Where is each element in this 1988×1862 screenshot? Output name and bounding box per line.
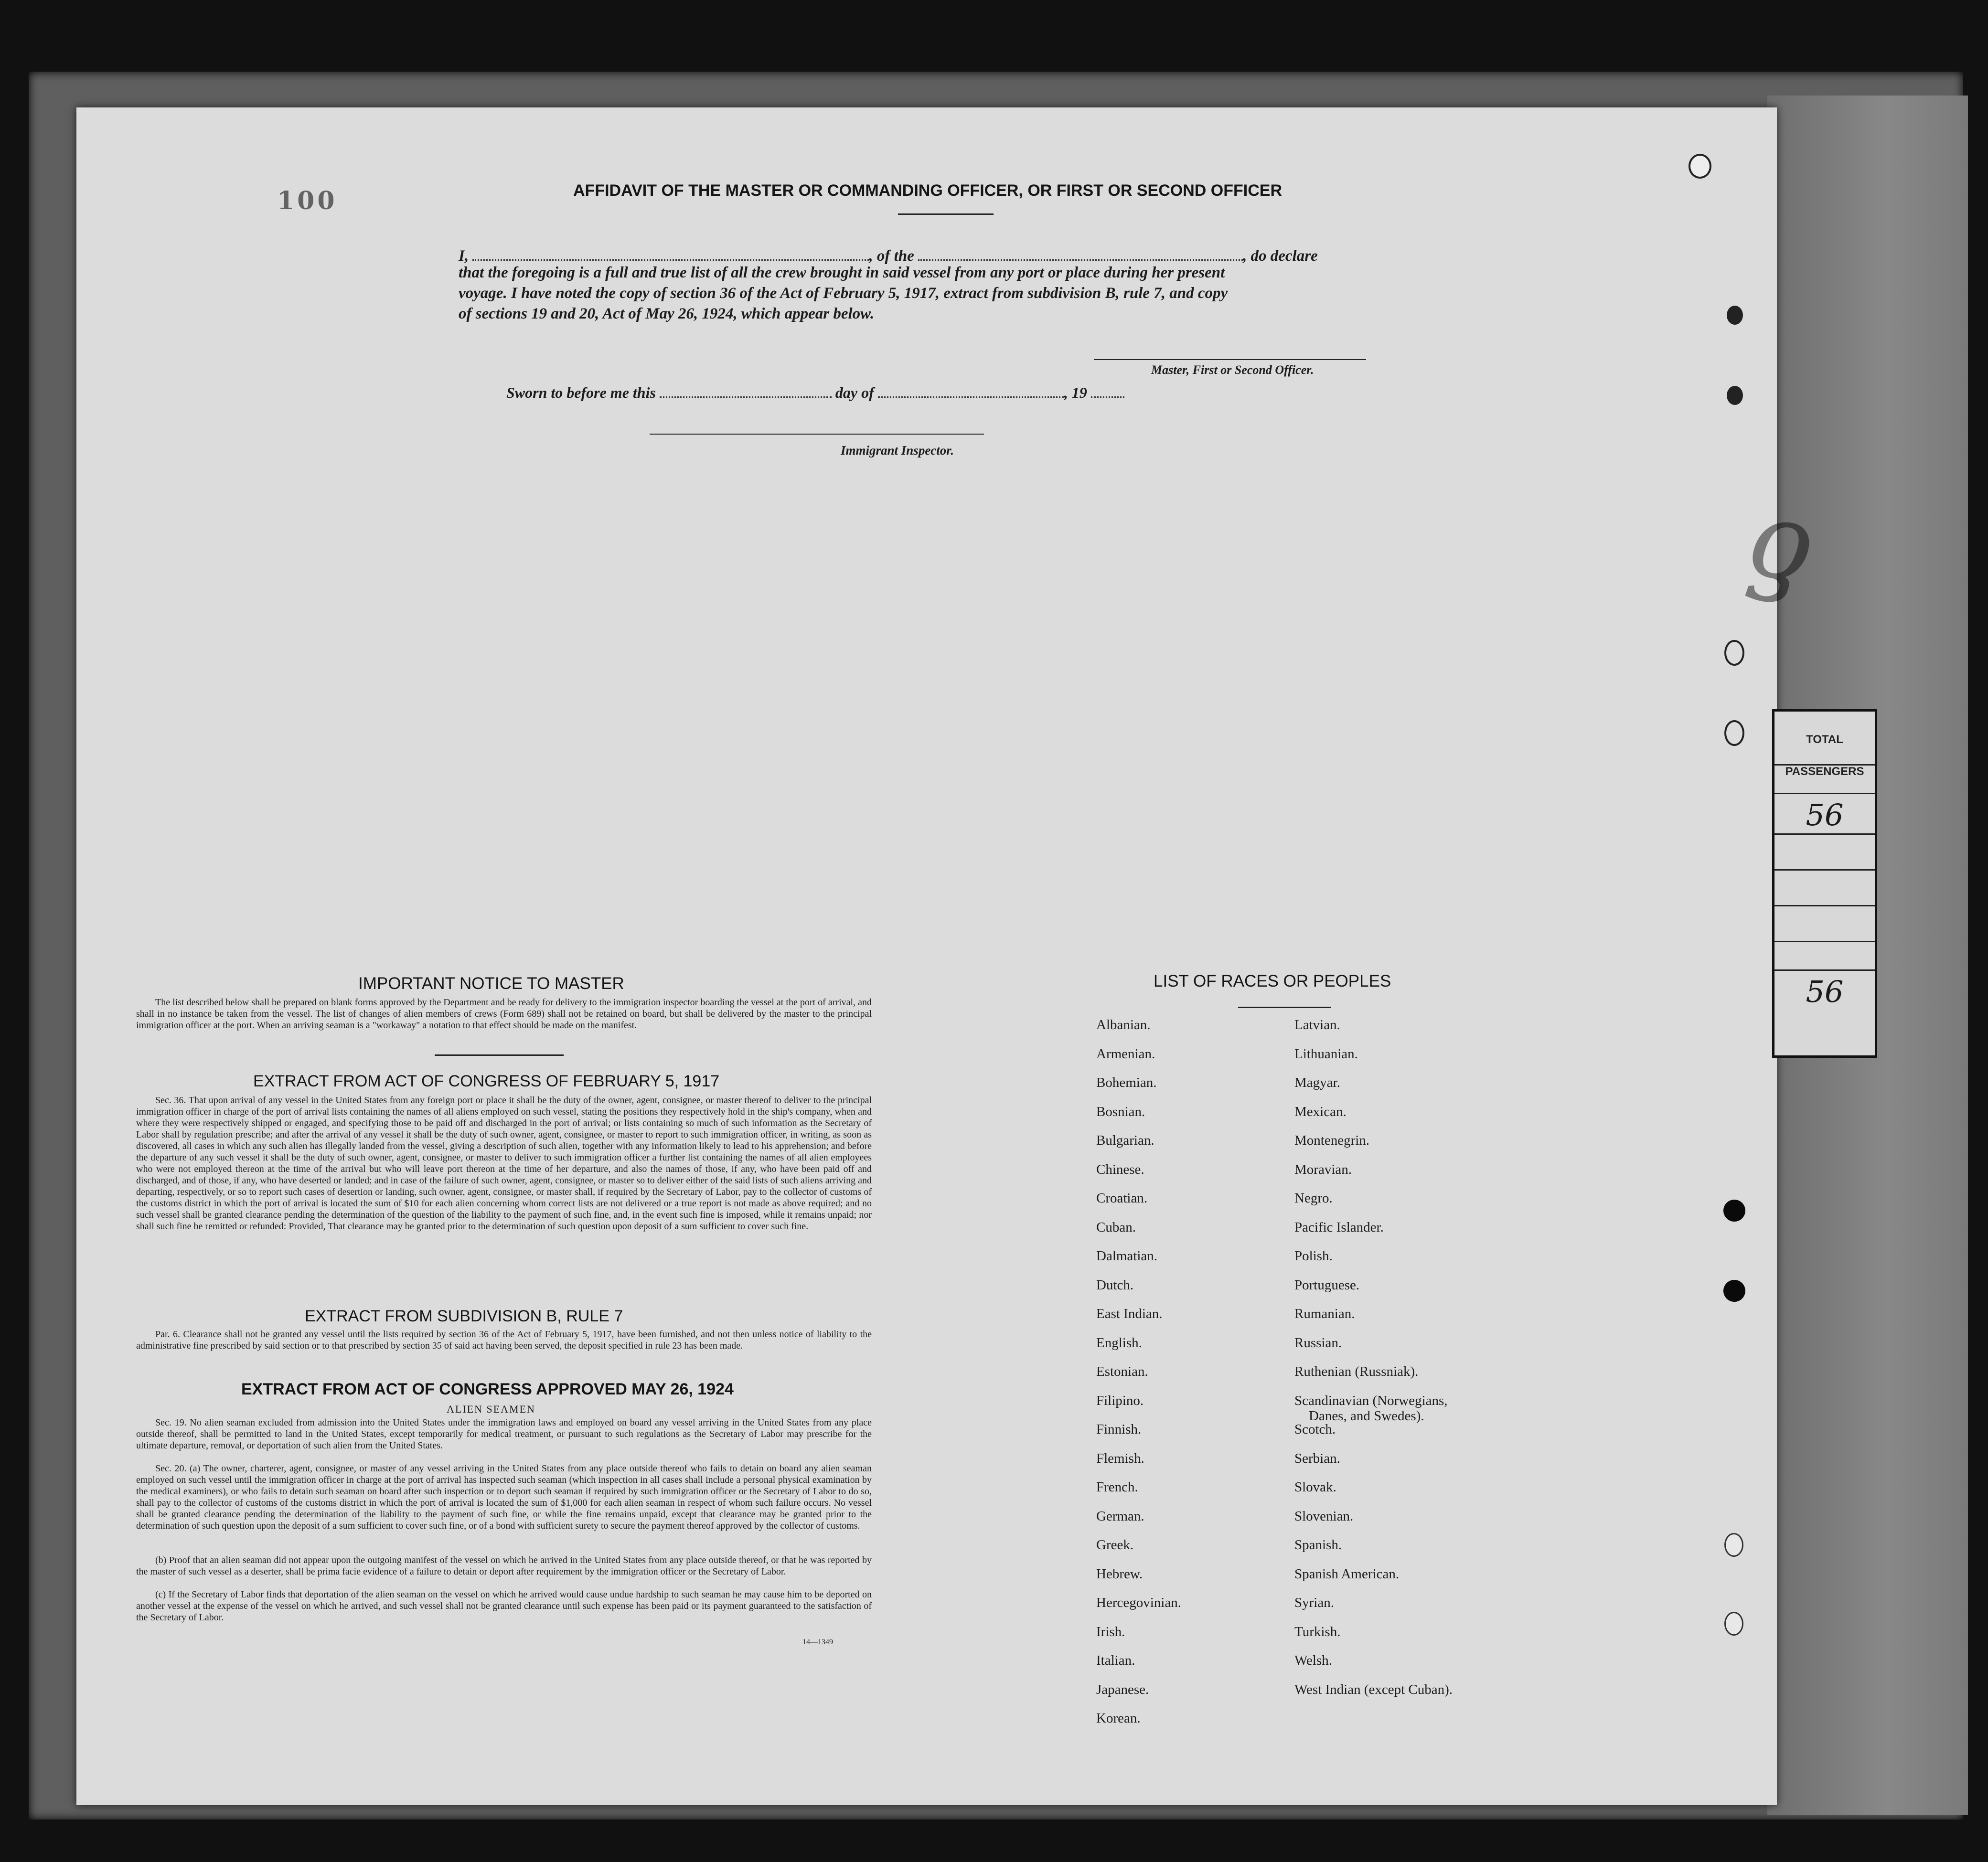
race-item: Chinese. (1096, 1161, 1144, 1177)
race-item: Russian. (1294, 1335, 1342, 1351)
extract-1924-sec20a: Sec. 20. (a) The owner, charterer, agent, consignee, or master of any vessel arriving in the United States from any place outside thereof who fails to detain on board any alien seaman employed on such vessel until the immigration officer in charge at the port of arrival has inspected such seaman (which inspection in all cases shall include a personal physical examination by the medical examiners), or who fails to detain such seaman on board after such inspection or to deport such seaman if required by such immigration officer or the Secretary of Labor to do so, shall pay to the collector of customs of the customs district in which the port of arrival is located the sum of $1,000 for each alien seaman in respect of whom such failure occurs. No vessel shall be granted clearance pending the determination of the liability to the payment of such fine, or while the fine remains unpaid, except that clearance may be granted prior to the determination of such question upon the deposit of a sum sufficient to cover such fine, or of a bond with sufficient surety to secure the payment thereof approved by the collector of customs. (136, 1463, 872, 1531)
tally-value-bottom: 56 (1806, 974, 1844, 1009)
race-item: Estonian. (1096, 1364, 1148, 1379)
tally-label-passengers: PASSENGERS (1785, 765, 1864, 778)
race-item: Mexican. (1294, 1104, 1347, 1119)
race-item: Armenian. (1096, 1046, 1155, 1062)
extract-1924-sec20c: (c) If the Secretary of Labor finds that deportation of the alien seaman on the vessel on which he arrived would cause undue hardship to such seaman he may cause him to be deported on another vessel at the expense of the vessel on which he arrived, and such vessel shall not be granted clearance until such expense has been paid or its payment guaranteed to the satisfaction of the Secretary of Labor. (136, 1589, 872, 1623)
race-item: Hebrew. (1096, 1566, 1143, 1582)
race-item: Japanese. (1096, 1681, 1149, 1697)
race-item: Negro. (1294, 1191, 1333, 1206)
race-item: Greek. (1096, 1537, 1134, 1553)
binding-hole-5 (1724, 720, 1744, 746)
binding-hole-3 (1727, 386, 1743, 405)
race-item: Moravian. (1294, 1161, 1352, 1177)
race-item: East Indian. (1096, 1306, 1163, 1321)
sworn-month-field[interactable] (878, 381, 1064, 398)
notice-rule (435, 1054, 564, 1056)
race-item: West Indian (except Cuban). (1294, 1681, 1453, 1697)
tally-value-top: 56 (1806, 798, 1844, 832)
race-item: Latvian. (1294, 1017, 1340, 1032)
tally-divider (1774, 793, 1875, 794)
sworn-day-field[interactable] (660, 381, 832, 398)
race-item: English. (1096, 1335, 1142, 1351)
race-item: Danes, and Swedes). (1309, 1408, 1424, 1424)
total-passengers-box (1772, 709, 1877, 1058)
race-item: Albanian. (1096, 1017, 1151, 1032)
race-item: Portuguese. (1294, 1277, 1360, 1293)
master-signature-line[interactable] (1094, 359, 1366, 360)
master-name-field[interactable] (472, 244, 869, 261)
extract-rule7-title: EXTRACT FROM SUBDIVISION B, RULE 7 (305, 1307, 623, 1325)
race-item: Dutch. (1096, 1277, 1134, 1293)
tally-divider (1774, 969, 1875, 971)
extract-rule7-text: Par. 6. Clearance shall not be granted any vessel until the lists required by section 36 of the Act of February 5, 1917, have been furnished, and not then unless notice of liability to the administrative fine prescribed by said section or to that prescribed by section 35 of said act having been served, the deposit specified in rule 23 has been made. (136, 1329, 872, 1351)
race-item: Korean. (1096, 1711, 1141, 1726)
race-item: Bohemian. (1096, 1075, 1157, 1090)
sworn-year-prefix: , 19 (1064, 384, 1087, 401)
race-item: Welsh. (1294, 1653, 1333, 1668)
notice-title: IMPORTANT NOTICE TO MASTER (358, 974, 624, 993)
notice-text: The list described below shall be prepared on blank forms approved by the Department and be ready for delivery to the immigration inspector boarding the vessel at the port of arrival, and shall in no instance be taken from the vessel. The list of changes of alien members of crews (Form 689) shall not be retained on board, but shall be delivered by the master to the principal immigration officer at the port. When an arriving seaman is a "workaway" a notation to that effect should be made on the manifest. (136, 997, 872, 1031)
master-signature-label: Master, First or Second Officer. (1151, 363, 1314, 377)
race-item: Slovak. (1294, 1479, 1336, 1495)
race-item: Filipino. (1096, 1393, 1144, 1408)
race-item: Spanish American. (1294, 1566, 1400, 1582)
race-item: Scotch. (1294, 1422, 1336, 1437)
race-item: Rumanian. (1294, 1306, 1355, 1321)
race-item: Bulgarian. (1096, 1133, 1154, 1148)
tally-divider (1774, 905, 1875, 906)
form-number: 14—1349 (802, 1638, 833, 1646)
race-item: Hercegovinian. (1096, 1595, 1181, 1610)
race-item: Ruthenian (Russniak). (1294, 1364, 1419, 1379)
race-item: Irish. (1096, 1624, 1125, 1639)
race-item: Scandinavian (Norwegians, (1294, 1393, 1448, 1408)
sworn-day-of: day of (835, 384, 874, 401)
affidavit-i-label: I, (459, 247, 469, 265)
race-item: Slovenian. (1294, 1508, 1354, 1524)
extract-1924-title: EXTRACT FROM ACT OF CONGRESS APPROVED MAY 26, 1924 (241, 1380, 734, 1398)
handwritten-mark: ƍ (1740, 476, 1820, 606)
race-item: Bosnian. (1096, 1104, 1145, 1119)
binding-hole-1 (1689, 154, 1711, 179)
race-item: Lithuanian. (1294, 1046, 1358, 1062)
tally-divider (1774, 869, 1875, 871)
race-item: Dalmatian. (1096, 1248, 1158, 1264)
tally-divider (1774, 941, 1875, 942)
vessel-name-field[interactable] (918, 244, 1243, 261)
affidavit-line-2: that the foregoing is a full and true list of all the crew brought in said vessel from any port or place during her present (459, 264, 1225, 281)
races-title: LIST OF RACES OR PEOPLES (1154, 972, 1391, 990)
race-item: Turkish. (1294, 1624, 1341, 1639)
races-rule (1238, 1007, 1331, 1008)
extract-1924-sec19: Sec. 19. No alien seaman excluded from admission into the United States under the immigration laws and employed on board any vessel arriving in the United States from any place outside thereof, shall be permitted to land in the United States, except temporarily for medical treatment, or pursuant to such regulations as the Secretary of Labor may prescribe for the ultimate departure, removal, or deportation of such alien from the United States. (136, 1417, 872, 1451)
race-item: Polish. (1294, 1248, 1333, 1264)
tally-divider (1774, 833, 1875, 835)
affidavit-do-declare: , do declare (1243, 247, 1318, 265)
race-item: Flemish. (1096, 1450, 1144, 1466)
race-item: Finnish. (1096, 1422, 1142, 1437)
binding-hole-2 (1727, 306, 1743, 325)
binding-hole-6 (1723, 1200, 1745, 1222)
extract-1917-text: Sec. 36. That upon arrival of any vessel in the United States from any foreign port or place it shall be the duty of the owner, agent, consignee, or master thereof to deliver to the principal immigration officer in charge of the port of arrival lists containing the names of all aliens employed on such vessel, stating the positions they respectively hold in the ship's company, when and where they were respectively shipped or engaged, and specifying those to be paid off and discharged in the port of arrival; or lists containing so much of such information as the Secretary of Labor shall by regulation prescribe; and after the arrival of any vessel it shall be the duty of such owner, agent, consignee, or master to report to such immigration officer, in writing, as soon as discovered, all cases in which any such alien has illegally landed from the vessel, giving a description of such alien, together with any information likely to lead to his apprehension; and before the departure of any such vessel it shall be the duty of such owner, agent, consignee, or master to deliver to such immigration officer a further list containing the names of all alien employees who were not employed thereon at the time of the arrival but who will leave port thereon at the time of her departure, and also the names of those, if any, who have been paid off and discharged, and of those, if any, who have deserted or landed; and in case of the failure of such owner, agent, consignee, or master so to deliver either of the said lists of such aliens arriving and departing, respectively, or so to report such cases of desertion or landing, such owner, agent, consignee, or master shall, if required by the Secretary of Labor, pay to the collector of customs of the customs district in which the port of arrival is located the sum of $10 for each alien concerning whom correct lists are not delivered or a true report is not made as above required; and no such vessel shall be granted clearance pending the determination of the question of the liability to the payment of such fine, and, in the event such fine is imposed, while it remains unpaid; nor shall such fine be remitted or refunded: Provided, That clearance may be granted prior to the determination of such question upon deposit of a sum sufficient to cover such fine. (136, 1095, 872, 1232)
affidavit-line-1 (459, 244, 1481, 265)
sworn-year-field[interactable] (1091, 381, 1124, 398)
sworn-line (506, 381, 1124, 402)
race-item: Cuban. (1096, 1219, 1136, 1235)
extract-1917-title: EXTRACT FROM ACT OF CONGRESS OF FEBRUARY 5, 1917 (253, 1072, 720, 1090)
inspector-signature-line[interactable] (650, 434, 984, 435)
binding-hole-8 (1724, 1533, 1743, 1557)
sworn-label: Sworn to before me this (506, 384, 656, 401)
affidavit-title-rule (898, 213, 994, 215)
race-item: Italian. (1096, 1653, 1135, 1668)
affidavit-line-4: of sections 19 and 20, Act of May 26, 1924, which appear below. (459, 305, 875, 322)
page-number: 100 (277, 186, 338, 215)
race-item: German. (1096, 1508, 1144, 1524)
race-item: Spanish. (1294, 1537, 1342, 1553)
extract-1924-sec20b: (b) Proof that an alien seaman did not appear upon the outgoing manifest of the vessel on which he arrived in the United States from any place outside thereof, or that he was reported by the master of such vessel as a deserter, shall be prima facie evidence of a failure to detain or deport after requirement by the immigration officer or the Secretary of Labor. (136, 1555, 872, 1577)
race-item: Montenegrin. (1294, 1133, 1370, 1148)
affidavit-title: AFFIDAVIT OF THE MASTER OR COMMANDING OFFICER, OR FIRST OR SECOND OFFICER (573, 181, 1282, 200)
affidavit-of-the: , of the (869, 247, 914, 265)
race-item: Magyar. (1294, 1075, 1340, 1090)
tally-label-total: TOTAL (1806, 733, 1843, 746)
manifest-page (76, 107, 1820, 1805)
race-item: Syrian. (1294, 1595, 1334, 1610)
inspector-label: Immigrant Inspector. (841, 443, 954, 458)
race-item: French. (1096, 1479, 1138, 1495)
binding-hole-7 (1723, 1280, 1745, 1302)
race-item: Pacific Islander. (1294, 1219, 1384, 1235)
race-item: Serbian. (1294, 1450, 1340, 1466)
binding-hole-9 (1724, 1612, 1743, 1636)
race-item: Croatian. (1096, 1191, 1148, 1206)
affidavit-line-3: voyage. I have noted the copy of section 36 of the Act of February 5, 1917, extract from subdivision B, rule 7, and copy (459, 285, 1228, 302)
binding-hole-4 (1724, 640, 1744, 666)
extract-1924-subtitle: ALIEN SEAMEN (447, 1403, 535, 1415)
